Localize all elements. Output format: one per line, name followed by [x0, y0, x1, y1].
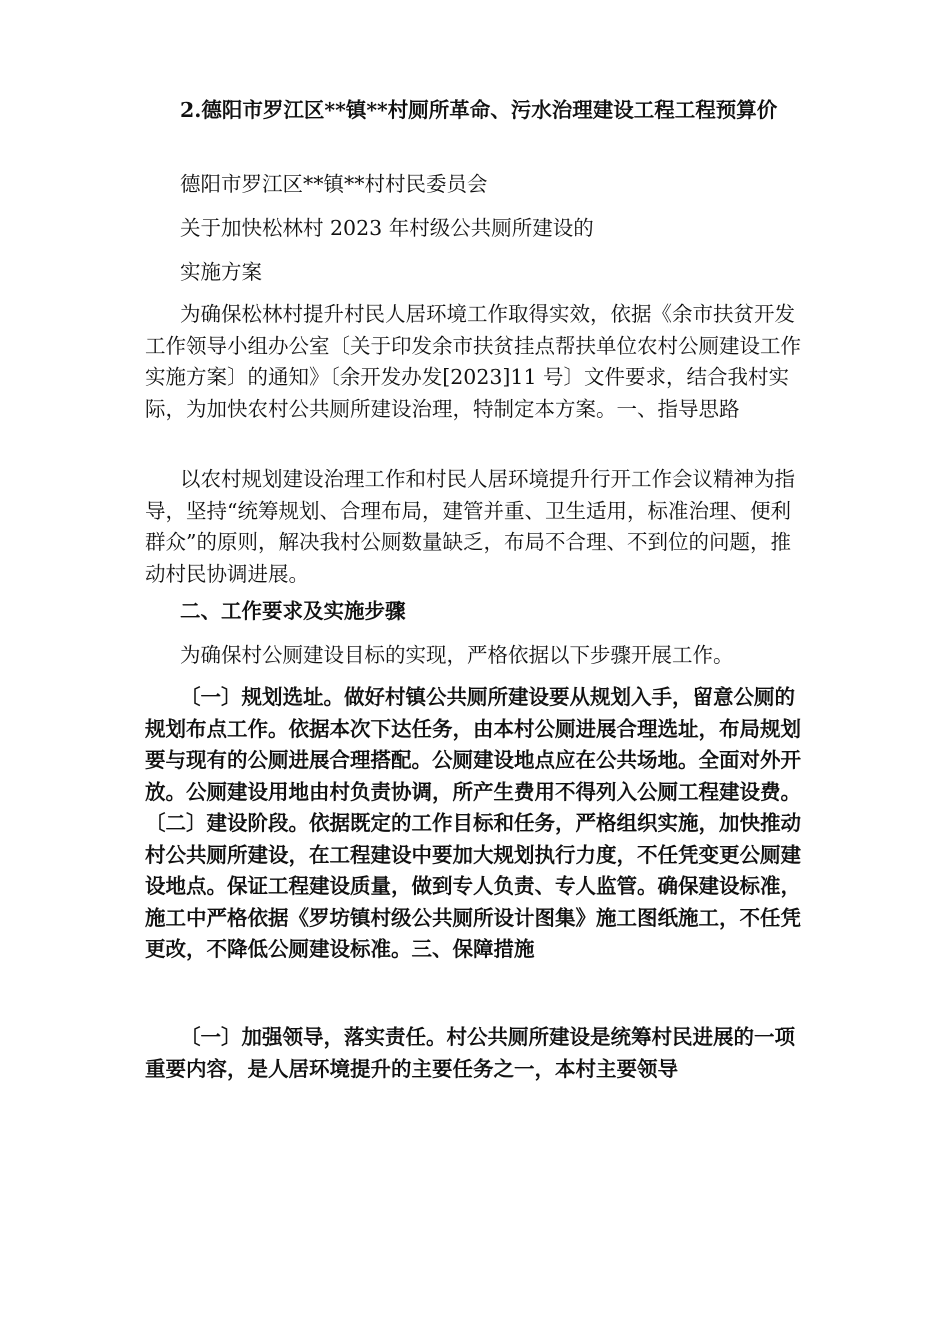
committee-name: 德阳市罗江区**镇**村村民委员会 [180, 172, 488, 196]
planning-construction-paragraph: 〔一〕规划选址。做好村镇公共厕所建设要从规划入手，留意公厕的规划布点工作。依据本次下达任务，由本村公厕进展合理选址，布局规划要与现有的公厕进展合理搭配。公厕建设地点应在公共场地。全面对外开放。公厕建设用地由村负责协调，所产生费用不得列入公厕工程建设费。〔二〕建设阶段。依据既定的工作目标和任务，严格组织实施，加快推动村公共厕所建设，在工程建设中要加大规划执行力度，不任凭变更公厕建设地点。保证工程建设质量，做到专人负责、专人监管。确保建设标准，施工中严格依据《罗坊镇村级公共厕所设计图集》施工图纸施工，不任凭更改，不降低公厕建设标准。三、保障措施 [145, 685, 801, 961]
section-heading-work-requirements: 二、工作要求及实施步骤 [180, 599, 406, 623]
guiding-principles-paragraph: 以农村规划建设治理工作和村民人居环境提升行开工作会议精神为指导，坚持“统筹规划、合理布局，建管并重、卫生适用，标准治理、便利群众”的原则，解决我村公厕数量缺乏，布局不合理、不到位的问题，推动村民协调进展。 [145, 467, 795, 586]
leadership-paragraph: 〔一〕加强领导，落实责任。村公共厕所建设是统筹村民进展的一项重要内容，是人居环境提升的主要任务之一，本村主要领导 [145, 1025, 795, 1081]
plan-subtitle-line-2: 实施方案 [180, 260, 262, 284]
intro-paragraph: 为确保松林村提升村民人居环境工作取得实效，依据《余市扶贫开发工作领导小组办公室〔关于印发余市扶贫挂点帮扶单位农村公厕建设工作实施方案〕的通知》〔余开发办发[2023]11 号〕文件要求，结合我村实际，为加快农村公共厕所建设治理，特制定本方案。一、指导思路 [145, 302, 801, 421]
plan-subtitle-line-1: 关于加快松林村 2023 年村级公共厕所建设的 [180, 216, 594, 240]
steps-intro-paragraph: 为确保村公厕建设目标的实现，严格依据以下步骤开展工作。 [180, 643, 734, 667]
document-title: 2.德阳市罗江区**镇**村厕所革命、污水治理建设工程工程预算价 [180, 98, 778, 122]
